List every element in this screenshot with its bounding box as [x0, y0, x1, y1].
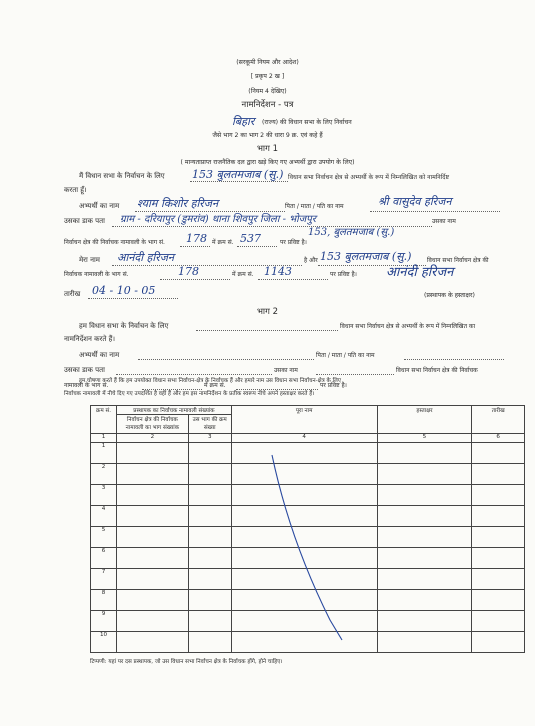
candidate-label: अभ्यर्थी का नाम	[79, 202, 120, 210]
part1-text: में क्रम सं.	[212, 239, 234, 246]
state-handwritten: बिहार	[232, 115, 255, 128]
part2-address-label: उसका डाक पता	[64, 366, 105, 374]
page-title: नामनिर्देशन - पत्र	[241, 100, 294, 110]
address-label: उसका डाक पता	[64, 217, 105, 225]
table-row: 4	[91, 506, 525, 527]
table-row: 1	[91, 443, 525, 464]
part2-text: हम विधान सभा के निर्वाचन के लिए	[79, 322, 169, 330]
roll-part-handwritten: 178	[186, 232, 207, 245]
proposer-signature: आनंदी हरिजन	[386, 265, 454, 280]
part2-text: नामनिर्देशन करते हैं।	[64, 335, 115, 343]
part1-text: निर्वाचन क्षेत्र की निर्वाचक नामावली के भाग सं.	[64, 239, 165, 246]
table-row: 8	[91, 590, 525, 611]
rule-ref: (नियम 4 देखिए)	[248, 88, 287, 95]
part1-text: मैं विधान सभा के निर्वाचन के लिए	[79, 172, 165, 180]
father-name-handwritten: श्री वासुदेव हरिजन	[378, 195, 452, 208]
declaration-text: हम घोषणा करते हैं कि हम उपयोक्त विधान सभा निर्वाचन-क्षेत्र के निर्वाचक हैं और हमारे नाम उस विधान सभा निर्वाचन-क्षेत्र के लिए	[79, 378, 341, 384]
part2-text: पर प्रविष्ट है।	[320, 382, 347, 389]
footer-note: टिप्पणी: यहां पर दस प्रस्थापक, जो उस विधान सभा निर्वाचन क्षेत्र के निर्वाचक होंगे, होने चाहिए।	[90, 659, 283, 665]
table-row: 9	[91, 611, 525, 632]
form-number: [ प्रकृप 2 ख ]	[250, 73, 285, 80]
part2-text: विधान सभा निर्वाचन क्षेत्र की निर्वाचक	[396, 367, 478, 374]
declaration-text-2: निर्वाचक नामावली में नीचे दिए गए उपदर्शित है वहीं हैं और हम इस नामनिर्देशन के प्रतीक स्वरूप नीचे अपने हस्ताक्षर करते हैं।	[64, 391, 315, 397]
part2-father-label: पिता / माता / पति का नाम	[316, 352, 375, 359]
part1-subheading: ( मान्यताप्राप्त राजनैतिक दल द्वारा खड़े किए गए अभ्यर्थी द्वारा उपयोग के लिए)	[180, 159, 355, 166]
table-row: 6	[91, 548, 525, 569]
part2-text: विधान सभा निर्वाचन क्षेत्र से अभ्यर्थी के रूप में निम्नलिखित का	[340, 323, 476, 330]
table-row: 3	[91, 485, 525, 506]
proposer-serial-handwritten: 1143	[264, 265, 292, 278]
part1-text: पर प्रविष्ट है।	[330, 271, 357, 278]
part2-text: उसका नाम	[274, 367, 298, 374]
table-row: 7	[91, 569, 525, 590]
candidate-name-handwritten: श्याम किशोर हरिजन	[137, 197, 219, 210]
part1-text: पर प्रविष्ट है।	[280, 239, 307, 246]
proposer-part-handwritten: 178	[178, 265, 199, 278]
father-label: पिता / माता / पति का नाम	[285, 203, 344, 210]
part1-text: है और	[304, 257, 318, 264]
part1-text: विधान सभा निर्वाचन क्षेत्र की	[427, 257, 489, 264]
table-header: निर्वाचन क्षेत्र की निर्वाचक नामावली का भाग संख्यांक	[117, 415, 189, 434]
proposer-label: मेरा नाम	[79, 256, 100, 264]
part2-candidate-label: अभ्यर्थी का नाम	[79, 351, 120, 359]
section-ref: जैसे भाग 2 का भाग 2 की धारा 9 क्र. एवं कहे हैं	[212, 132, 323, 139]
part2-text: नामावली के भाग सं.	[64, 382, 109, 389]
part1-text: निर्वाचक नामावली के भाग सं.	[64, 271, 129, 278]
table-group-header: प्रस्थापक का निर्वाचक नामावली संख्यांक	[117, 406, 232, 415]
table-header: तारीख	[472, 406, 525, 434]
part1-text: में क्रम सं.	[232, 271, 254, 278]
part1-text: करता हूँ।	[64, 186, 87, 194]
table-header: हस्ताक्षर	[377, 406, 472, 434]
part1-text: विधान सभा निर्वाचन क्षेत्र से अभ्यर्थी के रूप में निम्नलिखित को नामनिर्दिष्ट	[288, 174, 450, 181]
proposer-name-handwritten: आनंदी हरिजन	[117, 251, 174, 264]
part2-text: में क्रम सं.	[204, 382, 226, 389]
constituency-handwritten: 153 बुलतमजाब (सु.)	[192, 168, 284, 181]
table-header: पूरा नाम	[231, 406, 377, 434]
election-line: (राज्य) की विधान सभा के लिए निर्वाचन	[262, 119, 352, 126]
table-row: 5	[91, 527, 525, 548]
table-header: क्रम सं.	[91, 406, 117, 434]
table-row: 2	[91, 464, 525, 485]
date-label: तारीख	[64, 290, 81, 298]
table-row: 10	[91, 632, 525, 653]
part2-heading: भाग 2	[256, 307, 279, 317]
part1-heading: भाग 1	[256, 144, 279, 154]
date-handwritten: 04 - 10 - 05	[92, 284, 156, 297]
address-handwritten: ग्राम - दरियापुर (डुमरांव) थाना शिवपुर जिला - भोजपुर	[120, 214, 316, 225]
part1-text: उसका नाम	[432, 218, 456, 225]
table-header: उस भाग की क्रम संख्या	[188, 415, 231, 434]
header-line-1: (सरकूमी नियम और आदेश)	[236, 59, 299, 66]
signature-label: (प्रस्थापक के हस्ताक्षर)	[424, 292, 475, 299]
serial-handwritten: 537	[240, 232, 261, 245]
electoral-handwritten: 153, बुलतमजाब (सु.)	[308, 227, 395, 238]
table-number-row: 1 2 3 4 5 6	[91, 434, 525, 443]
proposer-constituency-handwritten: 153 बुलतमजाब (सु.)	[320, 250, 412, 263]
